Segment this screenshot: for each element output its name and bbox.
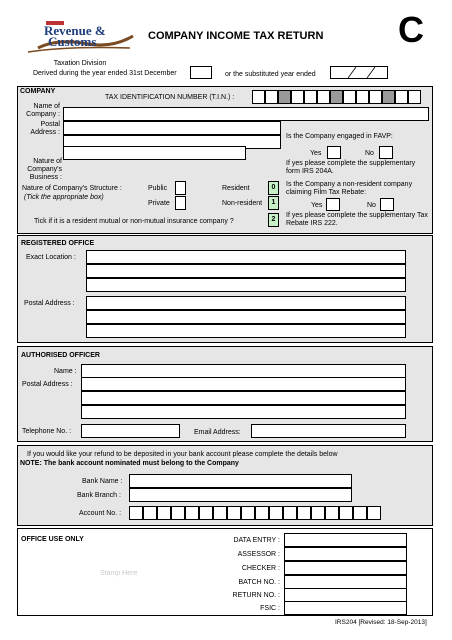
favp-note: If yes please complete the supplementary form IRS 204A. [286,160,416,175]
fsic-field[interactable] [284,601,407,615]
tin-cell[interactable] [395,90,408,104]
private-label: Private [148,200,170,207]
email-label: Email Address: [194,429,241,436]
account-cell[interactable] [241,506,255,520]
tin-cell[interactable] [369,90,382,104]
favp-no-checkbox[interactable] [379,146,393,159]
logo [18,18,138,58]
public-checkbox[interactable] [175,181,186,195]
return-no-field[interactable] [284,588,407,602]
officer-postal-field-3[interactable] [81,405,406,419]
account-cell[interactable] [213,506,227,520]
checker-field[interactable] [284,561,407,575]
account-cell[interactable] [353,506,367,520]
resident-code-badge[interactable]: 0 [268,181,279,195]
exact-location-field-1[interactable] [86,250,406,264]
assessor-field[interactable] [284,547,407,561]
batch-label: BATCH NO. : [238,579,280,586]
date-slash-icon [331,67,387,78]
office-postal-field-3[interactable] [86,324,406,338]
account-cell[interactable] [185,506,199,520]
data-entry-field[interactable] [284,533,407,547]
division-label: Taxation Division [53,60,107,67]
favp-question: Is the Company engaged in FAVP: [286,133,393,140]
page-title: COMPANY INCOME TAX RETURN [148,30,324,42]
favp-yes-label: Yes [310,150,322,157]
tin-cell[interactable] [330,90,343,104]
public-label: Public [148,185,168,192]
film-no-label: No [367,202,376,209]
tin-cell[interactable] [343,90,356,104]
phone-label: Telephone No. : [22,428,72,435]
assessor-label: ASSESSOR : [237,551,280,558]
bank-branch-label: Bank Branch : [77,492,121,499]
account-cell[interactable] [157,506,171,520]
company-postal-label: Postal Address : [30,121,60,136]
account-cell[interactable] [227,506,241,520]
structure-hint: (Tick the appropriate box) [24,194,104,201]
email-field[interactable] [251,424,406,438]
account-label: Account No. : [79,510,122,517]
company-heading: COMPANY [20,88,56,95]
officer-postal-label: Postal Address : [22,381,73,388]
office-postal-field-2[interactable] [86,310,406,324]
bank-note: NOTE: The bank account nominated must belong to the Company [20,460,239,467]
nature-business-label: Nature of Company's Business : [27,158,62,181]
tin-cell[interactable] [252,90,265,104]
officer-name-label: Name : [54,368,77,375]
resident-label: Resident [222,185,250,192]
film-yes-checkbox[interactable] [326,198,340,211]
return-no-label: RETURN NO. : [232,592,280,599]
substituted-date-field[interactable] [330,66,388,79]
derived-label: Derived during the year ended 31st December [33,70,177,77]
office-postal-label: Postal Address : [24,300,75,307]
mutual-label: Tick if it is a resident mutual or non-mutual insurance company ? [34,218,234,225]
batch-field[interactable] [284,575,407,589]
company-name-field[interactable] [63,107,429,121]
officer-postal-field-1[interactable] [81,377,406,391]
account-cell[interactable] [297,506,311,520]
exact-location-field-2[interactable] [86,264,406,278]
stamp-placeholder: Stamp Here [100,570,138,577]
exact-location-label: Exact Location : [26,254,76,261]
bank-branch-field[interactable] [129,488,352,502]
office-postal-field-1[interactable] [86,296,406,310]
phone-field[interactable] [81,424,180,438]
form-letter: C [398,9,424,50]
account-cell[interactable] [171,506,185,520]
tin-cell[interactable] [265,90,278,104]
account-cell[interactable] [129,506,143,520]
tin-cell[interactable] [408,90,421,104]
private-checkbox[interactable] [175,196,186,210]
company-postal-field-1[interactable] [63,121,281,135]
checker-label: CHECKER : [241,565,280,572]
film-note: If yes please complete the supplementary Tax Rebate IRS 222. [286,212,428,227]
fsic-label: FSIC : [260,605,280,612]
logo-line-1: Revenue & [44,23,106,38]
account-cell[interactable] [339,506,353,520]
favp-no-label: No [365,150,374,157]
revision-footer: IRS204 [Revised: 18-Sep-2013] [335,619,427,626]
tin-cell[interactable] [317,90,330,104]
account-cell[interactable] [311,506,325,520]
film-no-checkbox[interactable] [380,198,394,211]
logo-line-2: Customs [48,34,97,49]
account-cell[interactable] [367,506,381,520]
registered-office-heading: REGISTERED OFFICE [21,240,95,247]
film-question: Is the Company a non-resident company claiming Film Tax Rebate: [286,181,413,196]
officer-name-field[interactable] [81,364,406,378]
tin-cell[interactable] [291,90,304,104]
tin-cell[interactable] [356,90,369,104]
data-entry-label: DATA ENTRY : [233,537,280,544]
account-cell[interactable] [325,506,339,520]
account-cell[interactable] [255,506,269,520]
year-field[interactable] [190,66,212,79]
account-cell[interactable] [199,506,213,520]
bank-intro: If you would like your refund to be deposited in your bank account please complete the details below [27,451,338,458]
account-cell[interactable] [269,506,283,520]
bank-name-field[interactable] [129,474,352,488]
tin-label: TAX IDENTIFICATION NUMBER (T.I.N.) : [105,94,235,101]
officer-postal-field-2[interactable] [81,391,406,405]
nonresident-label: Non-resident [222,200,263,207]
film-yes-label: Yes [311,202,323,209]
favp-yes-checkbox[interactable] [327,146,341,159]
office-use-heading: OFFICE USE ONLY [21,536,84,543]
authorised-officer-heading: AUTHORISED OFFICER [21,352,100,359]
company-name-label: Name of Company : [26,103,60,118]
mutual-code-badge[interactable]: 2 [268,213,279,227]
tin-cell[interactable] [304,90,317,104]
tin-cell[interactable] [278,90,291,104]
nature-business-field[interactable] [63,146,246,160]
account-cell[interactable] [283,506,297,520]
exact-location-field-3[interactable] [86,278,406,292]
structure-label: Nature of Company's Structure : [22,185,122,192]
account-cell[interactable] [143,506,157,520]
tin-cell[interactable] [382,90,395,104]
substituted-label: or the substituted year ended [225,71,316,78]
bank-name-label: Bank Name : [82,478,123,485]
nonresident-code-badge[interactable]: 1 [268,196,279,210]
